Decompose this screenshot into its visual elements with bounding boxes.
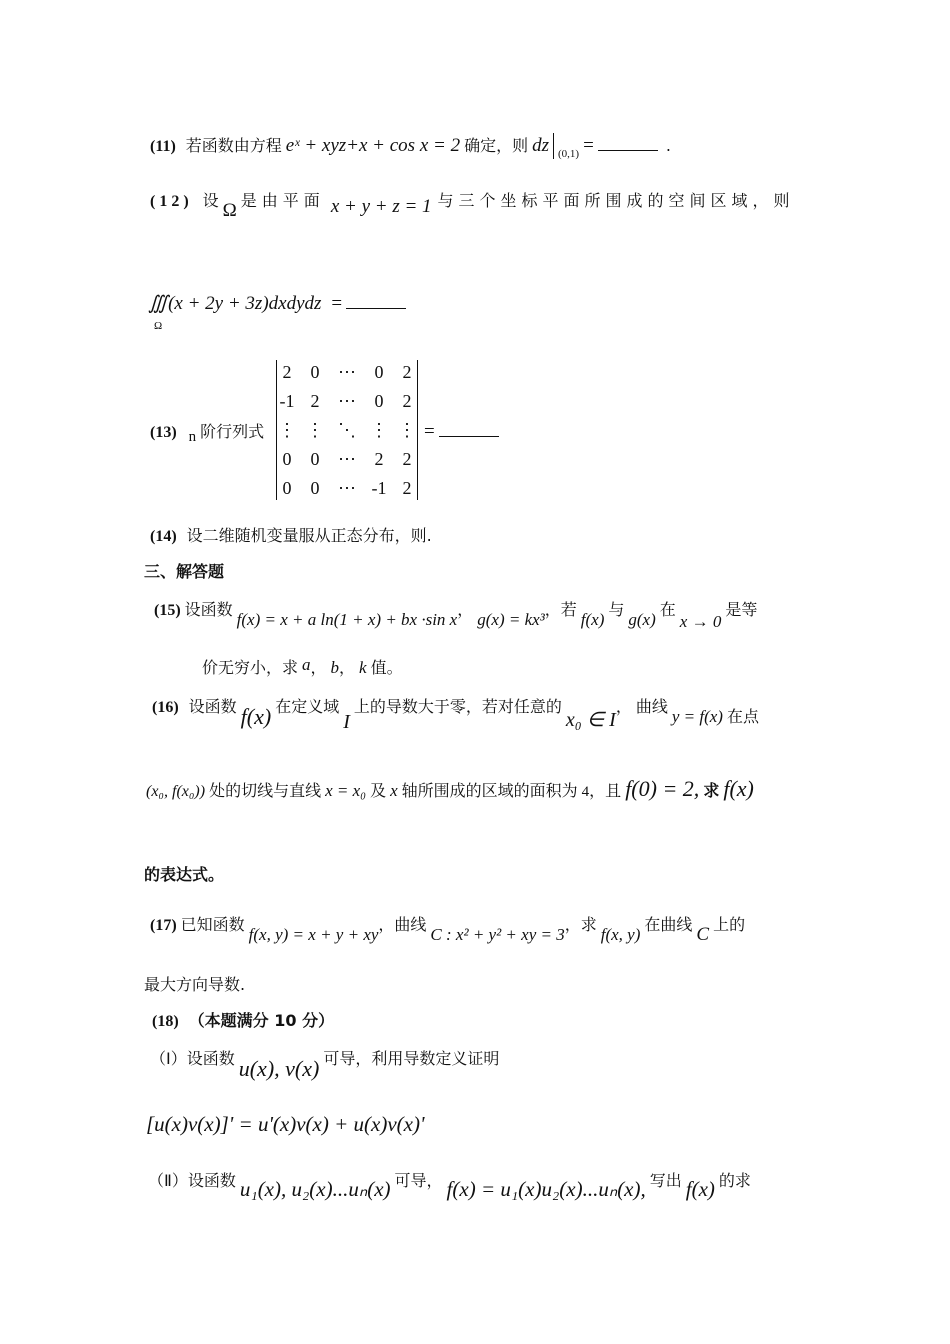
det-cell: ⋱ (338, 420, 356, 440)
period: . (665, 136, 671, 155)
curve-C-label: C (696, 924, 710, 945)
det-cell: ⋯ (338, 391, 356, 411)
function-f: f(x, y) = x + y + xy (248, 925, 379, 944)
part-label: （Ⅰ）设函数 (150, 1049, 235, 1068)
question-18 (152, 1008, 334, 1031)
question-text: 曲线 (635, 697, 668, 716)
question-text: 与 (608, 600, 625, 619)
question-text: 与三个坐标平面所围成的空间区域，则 (437, 191, 795, 210)
det-cell: 2 (310, 391, 320, 411)
question-text: 可导， (394, 1171, 443, 1190)
det-cell: 2 (402, 391, 412, 411)
fx: f(x) (240, 704, 272, 729)
section-title: 三、解答题 (144, 562, 225, 581)
comma: ， (457, 600, 474, 619)
area-value: 4 (581, 784, 590, 800)
question-14 (150, 523, 432, 546)
question-text: ，若 (544, 600, 577, 619)
question-text: 可导，利用导数定义证明 (323, 1049, 500, 1068)
question-text: 在点 (726, 707, 759, 726)
question-text: 上的导数大于零，若对任意的 (353, 697, 562, 716)
fx: f(x) (723, 776, 754, 801)
question-text: 设 (202, 191, 219, 210)
det-cell: 0 (310, 449, 320, 469)
det-cell: 0 (374, 362, 384, 382)
region-omega: Ω (222, 200, 237, 221)
question-text: 是由平面 (240, 191, 325, 210)
det-cell: 0 (310, 362, 320, 382)
det-cell: 2 (402, 362, 412, 382)
question-text: 的求 (718, 1171, 751, 1190)
question-text: 值。 (370, 658, 403, 677)
question-text: 轴所围成的区域的面积为 (401, 781, 578, 800)
equation: eˣ + xyz+x + cos x = 2 (285, 135, 461, 156)
question-text: 是等 (725, 600, 758, 619)
var-k: k (359, 658, 367, 677)
evaluation-bar (553, 133, 554, 159)
question-text: 阶行列式 (200, 422, 265, 441)
functions-un: u₁(x), u₂(x)...uₙ(x) (239, 1177, 391, 1201)
domain-I: I (343, 711, 350, 733)
point: (x₀, f(x₀)) (146, 783, 206, 800)
det-cell: ⋮ (398, 420, 416, 440)
comma: ， (310, 658, 327, 677)
comma: ， (339, 658, 356, 677)
det-cell: 2 (374, 449, 384, 469)
product-function: f(x) = u₁(x)u₂(x)...uₙ(x), (446, 1177, 646, 1201)
part-label: （Ⅱ）设函数 (148, 1171, 236, 1190)
det-cell: ⋮ (278, 420, 296, 440)
fx: f(x) (685, 1177, 715, 1201)
question-18-part1 (150, 1046, 499, 1082)
question-text: 在定义域 (275, 697, 340, 716)
question-12 (150, 188, 810, 222)
question-text: 设函数 (188, 697, 237, 716)
det-cell: 2 (402, 449, 412, 469)
question-text: 已知函数 (180, 915, 245, 934)
question-text: 在曲线 (644, 915, 693, 934)
question-number: (18) (152, 1013, 179, 1030)
question-number: (12) (150, 193, 193, 210)
comma: ， (615, 697, 632, 716)
plane-equation: x + y + z = 1 (330, 196, 432, 217)
question-text: 在 (659, 600, 676, 619)
question-number: (11) (150, 138, 176, 155)
question-16-line2 (146, 776, 754, 802)
score-note: （本题满分 10 分） (188, 1011, 335, 1030)
fxy: f(x, y) (600, 925, 641, 944)
question-text: 及 (370, 781, 387, 800)
question-text: 处的切线与直线 (209, 781, 322, 800)
det-cell: 2 (282, 362, 292, 382)
function-f: f(x) = x + a ln(1 + x) + bx ·sin x (236, 610, 458, 629)
det-cell: ⋮ (306, 420, 324, 440)
det-cell: ⋯ (338, 362, 356, 382)
det-cell: 0 (282, 478, 292, 498)
x0-in-I: x₀ ∈ I (565, 709, 616, 731)
question-text: 写出 (649, 1171, 682, 1190)
question-16 (152, 694, 759, 734)
answer-blank (598, 132, 658, 151)
question-text: 上的 (713, 915, 746, 934)
curve: y = f(x) (671, 707, 723, 726)
fx: f(x) (580, 610, 605, 629)
question-text: 设二维随机变量服从正态分布，则. (186, 526, 432, 545)
question-text: ，且 (589, 781, 622, 800)
question-16-line3: 的表达式。 (144, 865, 225, 884)
gx: g(x) (628, 610, 656, 629)
question-number: (13) (150, 424, 177, 441)
product-rule-formula: [u(x)v(x)]' = u'(x)v(x) + u(x)v(x)' (146, 1112, 425, 1136)
question-text: 求 (703, 781, 720, 800)
line: x = x₀ (325, 781, 367, 800)
function-g: g(x) = kx³ (477, 610, 545, 629)
initial-value: f(0) = 2, (625, 776, 700, 801)
question-17 (150, 912, 745, 946)
det-cell: ⋯ (338, 449, 356, 469)
question-number: (15) (154, 602, 181, 619)
det-cell: ⋯ (338, 478, 356, 498)
integration-region: Ω (154, 320, 163, 332)
question-text: 确定，则 (464, 136, 529, 155)
question-11 (150, 132, 671, 160)
limit: x → 0 (679, 612, 722, 631)
curve-C: C : x² + y² + xy = 3 (430, 925, 565, 944)
question-text: 设函数 (184, 600, 233, 619)
evaluation-point: (0,1) (558, 148, 580, 160)
question-15 (154, 597, 757, 632)
det-cell: 0 (310, 478, 320, 498)
functions-uv: u(x), v(x) (238, 1056, 320, 1081)
question-number: (16) (152, 699, 179, 716)
question-text: ，曲线 (378, 915, 427, 934)
question-text: 若函数由方程 (185, 136, 282, 155)
answer-blank (439, 418, 499, 437)
equals-sign: = (331, 293, 343, 314)
triple-integral (148, 290, 406, 315)
answer-blank (346, 290, 406, 309)
det-cell: -1 (279, 391, 295, 411)
question-number: (17) (150, 917, 177, 934)
question-18-part2 (148, 1168, 751, 1202)
question-15-line2 (202, 655, 403, 678)
question-number: (14) (150, 528, 177, 545)
differential: dz (532, 135, 550, 156)
x-axis: x (390, 781, 398, 800)
determinant (276, 360, 418, 500)
det-cell: ⋮ (370, 420, 388, 440)
question-text: 价无穷小，求 (202, 658, 299, 677)
det-cell: 0 (282, 449, 292, 469)
question-13-label (150, 419, 264, 446)
question-17-line2: 最大方向导数. (144, 975, 246, 994)
order-n: n (188, 429, 197, 445)
var-b: b (330, 658, 340, 677)
integral-expression: ∭(x + 2y + 3z)dxdydz (148, 293, 322, 314)
determinant-answer (424, 418, 499, 443)
equals-sign: = (424, 421, 435, 442)
det-cell: 0 (374, 391, 384, 411)
det-cell: 2 (402, 478, 412, 498)
question-text: ，求 (564, 915, 597, 934)
var-a: a (302, 655, 311, 674)
equals-sign: = (583, 135, 594, 156)
det-cell: -1 (371, 478, 387, 498)
